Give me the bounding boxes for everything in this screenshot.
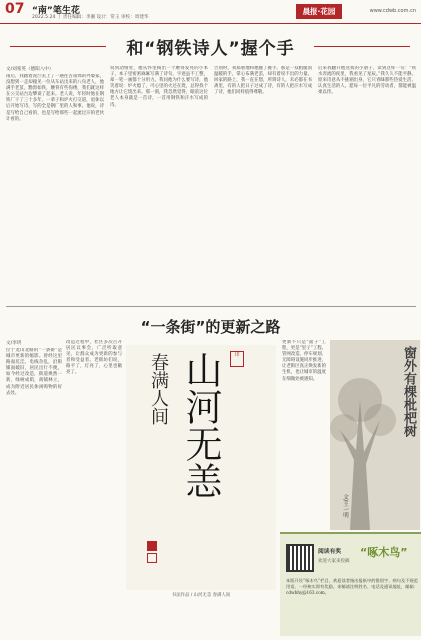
masthead (0, 0, 421, 24)
article2-column-1: 位于龙山北路的“一条街”是城市更新的缩影。曾经这里路面坑洼、电线杂乱，沿街铺面破旧，居民出行不便。如今经过改造，街道焕然一新，绿树成荫，商铺林立，成为附近居民休闲购物的好去处。 (6, 348, 62, 396)
brand-logo: 晨报·花园 (296, 4, 342, 19)
page-number: 07 (5, 1, 25, 17)
article1-column-4: 后来我翻开他送我的小册子，读到这样一句：“铁水奔流的夜里，我看见了星辰。”我久久不能平静。原来诗意从不挑剔出身，它只青睐那些热爱生活、认真生活的人。愿每一位平凡的劳动者，都能被温柔以待。 (318, 66, 416, 96)
qr-code-icon[interactable] (286, 544, 314, 572)
article2-byline: 文/李玥 (6, 341, 22, 346)
calligraphy-main-text: 山河无恙 (179, 351, 222, 499)
section-divider (6, 306, 416, 307)
feature-photo (330, 340, 420, 530)
calligraphy-side-text: 春满人间 (148, 353, 169, 425)
seal-stamp-outline (147, 553, 157, 563)
article1-column-3: 告别时，我郑重地和他握了握手。那是一双粗糙而温暖的手，掌心布满老茧，却有着说不出的力量。回家的路上，我一直在想，所谓诗人，未必都在书斋里，有的人把日子过成了诗，有的人把汗水写成了诗，他们同样值得尊敬。 (214, 66, 312, 96)
issue-meta: 2022.5.24 丨 责任编辑：李湘 设计：常玉 审校：周建华 (32, 15, 149, 20)
promo-box (280, 532, 421, 636)
seal-stamp-red (147, 541, 157, 551)
promo-subtitle: 欢迎大家来投稿 (318, 559, 350, 564)
article2-column-2: 改造过程中，社区多次召开居民议事会，广泛听取意见，让群众成为更新的参与者和受益者。老街坊们说，路平了，灯亮了，心里也敞亮了。 (66, 340, 122, 376)
calligraphy-caption: 书法作品 / 山河无恙 春满人间 (171, 593, 231, 598)
promo-label: 阅读有奖 (318, 549, 342, 555)
article1-byline: 文/刘希英（德阳八中） (6, 67, 54, 72)
column-name: “南”笔生花 (32, 6, 80, 16)
promo-title: “啄木鸟” (360, 546, 408, 559)
calligraphy-artwork (126, 345, 276, 590)
article1-column-2: 说到动情处，他从怀里掏出一个磨得发亮的小本子，本子里密密麻麻写满了诗句，字迹虽不工整，却一笔一画都十分用力。我问他为什么要写诗，他笑着说：炉火熄了，可心里的火还在烧，总得找个地方让它烧出来。那一刻，我忽然觉得，眼前这位老人本身就是一首诗，一首用钢铁和汗水写成的诗。 (110, 66, 208, 108)
article2-title: “一条街”的更新之路 (140, 318, 281, 336)
article1-title: 和“钢铁诗人”握个手 (126, 39, 295, 59)
photo-author: 文/王一明 (342, 494, 348, 518)
photo-title: 窗外有棵枇杷树 (401, 346, 416, 437)
article2-column-3: 更新不只是“面子”工程，更是“里子”工程。管网改造、停车规划、无障碍设施同步推进，让老街区真正焕发新的生机，也让城市的温度在细微处被感知。 (282, 340, 326, 382)
article1-title-wrap (0, 34, 421, 58)
site-url: www.cdwb.com.cn (369, 8, 416, 14)
seal-stamp-top: 印 (230, 351, 244, 367)
article1-column-1: 雨后，我踏着泥泞去上了一趟往古南郊的外婆家，没想到一走却撞见一位从车站出来的八旬老人，他满手老茧，黝黑如铁，腰背有些佝偻，我们就这样在公交站台边攀谈了起来。老人说，年轻时他在钢铁厂干了三十多年，一辈子和炉火打交道，退休以后开始写诗，写的全是钢厂里的人和事。他说，诗是写给自己看的，也是写给那些一起流过汗的老伙计看的。 (6, 74, 104, 122)
promo-text: 本版开设“啄木鸟”栏目，欢迎读者指出报纸中的错别字、病句及不规范用语，一经核实即有奖励。来稿请注明姓名、电话及通讯地址，邮箱：cdwbhy@163.com。 (286, 578, 418, 595)
